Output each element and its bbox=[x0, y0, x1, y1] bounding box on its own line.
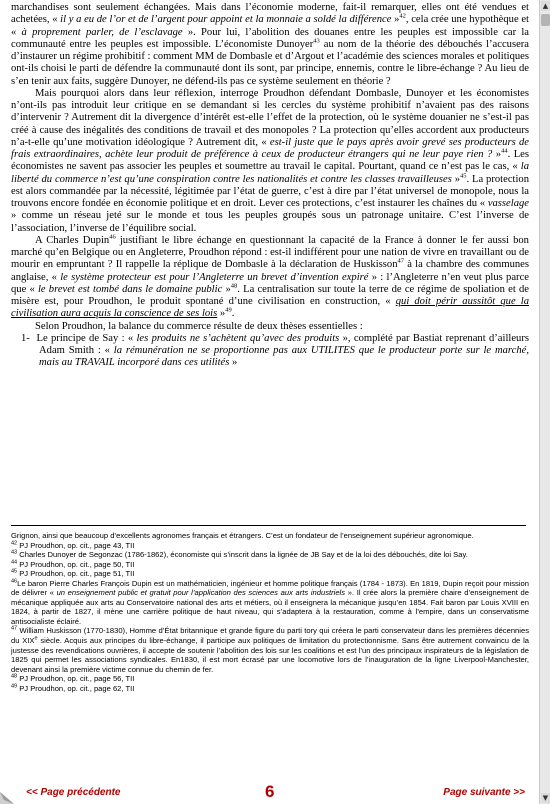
page-navigation bbox=[0, 782, 539, 804]
quote: les produits ne s’achètent qu’avec des produits bbox=[136, 332, 340, 344]
previous-page-link[interactable]: << Page précédente bbox=[26, 787, 121, 798]
footnote: $^{48}$ PJ Proudhon, op. cit., page 56, TII bbox=[11, 673, 135, 684]
footnote: $^{45}$ PJ Proudhon, op. cit., page 51, TII bbox=[11, 568, 135, 579]
quote: le brevet est tombé dans le domaine public bbox=[37, 283, 223, 295]
quote: à proprement parler, de l’esclavage bbox=[21, 26, 183, 38]
scroll-up-icon[interactable]: ▲ bbox=[542, 2, 549, 10]
quote: est-il juste que le pays après avoir grevé ses producteurs de frais extraordinaires, achète leur produit de préférence à ceux de producteur étrangers qui ne leur paye rien ? bbox=[11, 136, 529, 160]
page-number: 6 bbox=[265, 782, 275, 801]
footnote: $^{46}$Le baron Pierre Charles François Dupin est un mathématicien, ingénieur et homme politique français (1784 - 1873). En 1819, Dupin reçoit pour mission de délivrer « un enseignement public et gratuit pour l’application des sciences aux arts industriels ». Il crée alors la première chaire d’enseignement de mécanique appliquée aux arts au Conservatoire national des arts et métiers, où il enseignera la mécanique jusqu’en 1854. Fait baron par Louis XVIII en 1824, à partir de 1827, il mène une carrière politique de haut niveau, qui s’adaptera à la restauration, comme à l’empire, dans un conservatisme antisocialiste éclairé. bbox=[11, 578, 529, 626]
paragraph: marchandises sont seulement échangées. Mais dans l’économie moderne, fait-il remarquer, elles ont été vendues et achetées, « il y a eu de l’or et de l’argent pour appoint et la monnaie a soldé la différence »$^{42}$, cela crée une hypothèque et « à proprement parler, de l’esclavage ». Pour lui, l’abolition des douanes entre les peuples est impossible car la communauté entre les peuples est impossible. L’économiste Dunoyer$^{43}$ au nom de la théorie des débouchés l’accusera d’instaurer un régime prohibitif : comment MM de Dombasle et d’Argout et l’académie des sciences morales et politiques ont-ils choisi le parti de défendre la communauté dont ils sont, par principe, ennemis, contre le libre-échange ? Au lieu de s’en tenir aux faits, suggère Dunoyer, ne défend-ils pas ce système seulement en théorie ? bbox=[11, 2, 529, 87]
footnote-ref[interactable]: 48 bbox=[230, 282, 238, 290]
quote: qui doit périr aussitôt que la civilisation aura acquis la conscience de ses lois bbox=[11, 296, 529, 320]
footnote: $^{42}$ PJ Proudhon, op. cit., page 43, TII bbox=[11, 540, 135, 550]
quote: le système protecteur est pour l’Angleterre un brevet d’invention expiré bbox=[60, 271, 369, 283]
footnote-ref[interactable]: 42 bbox=[399, 12, 406, 20]
footnote-ref[interactable]: 44 bbox=[501, 147, 508, 155]
footnote-ref[interactable]: 47 bbox=[397, 257, 404, 265]
vertical-scrollbar[interactable] bbox=[539, 0, 550, 804]
page-curl-icon bbox=[0, 790, 18, 804]
footnote-divider bbox=[11, 525, 526, 526]
paragraph: Selon Proudhon, la balance du commerce résulte de deux thèses essentielles : bbox=[35, 320, 363, 332]
text-run: marchandises sont seulement échangées. Mais dans l’économie moderne, fait-il remarquer, elles ont été vendues et achetées, « bbox=[11, 2, 529, 26]
next-page-link[interactable]: Page suivante >> bbox=[443, 787, 525, 798]
paragraph: Mais pourquoi alors dans leur réflexion, interroge Proudhon défendant Dombasle, Dunoyer et les économistes n’ont-ils pas introduit leur critique en se demandant si les cercles du système prohibitif n’avaient pas des raisons d’intervenir ? Autrement dit la divergence d’intérêt est-elle l’effet de la protection, où le système douanier ne s’est-il pas créé à cause des inégalités des conditions de travail et des monopoles ? La protection qu’elles accordent aux producteurs n’a-t-elle qu’une motivation idéologique ? Autrement dit, « est-il juste que le pays après avoir grevé ses producteurs de frais extraordinaires, achète leur produit de préférence à ceux de producteur étrangers qui ne leur paye rien ? »$^{44}$. Les économistes ne savent pas associer les peuples et soumettre au travail le capital. Pourtant, quand ce n’est pas le cas, « la liberté du commerce n’est qu’une conspiration contre les nationalités et contre les classes travailleuses »$^{45}$. La protection est alors commandée par la nécessité, légitimée par l’état de guerre, c’est à dire par l’état universel de monopole, nous la trouvons encore fondée en économie politique et en droit. Lever ces protections, c’est instaurer les chaînes du « vasselage » comme un réseau jeté sur le monde et tous les peuples groupés sous un patronage unitaire. C’est l’inverse de l’association, l’inverse de l’équilibre social. bbox=[11, 87, 530, 234]
paragraph: A Charles Dupin$^{46}$ justifiant le libre échange en questionnant la capacité de la France à donner le fer aussi bon marché qu’en Belgique ou en Angleterre, Proudhon répond : est-il indifférent pour une nation de vivre en travaillant ou de mourir en empruntant ? Il rappelle la réplique de Dombasle à la déclaration de Huskisson$^{47}$ à la chambre des communes anglaise, « le système protecteur est pour l’Angleterre un brevet d’invention expiré » : l’Angleterre n’en veut plus parce que « le brevet est tombé dans le domaine public »$^{48}$. La centralisation sur toute la terre de ce régime de spoliation et de misère est, pour Proudhon, le produit spontané d’une civilisation en construction, « qui doit périr aussitôt que la civilisation aura acquis la conscience de ses lois »$^{49}$. bbox=[11, 233, 529, 320]
footnote-ref[interactable]: 49 bbox=[225, 306, 232, 314]
footnote-ref[interactable]: 45 bbox=[460, 171, 467, 179]
footnote: $^{43}$ Charles Dunoyer de Segonzac (1786-1862), économiste qui s’inscrit dans la lignée de JB Say et de la loi des débouchés, dite loi Say. bbox=[11, 549, 468, 560]
quote: vasselage bbox=[487, 198, 529, 209]
scroll-down-icon[interactable]: ▼ bbox=[542, 794, 549, 802]
footnote-ref[interactable]: 46 bbox=[109, 233, 116, 241]
footnote-ref[interactable]: 43 bbox=[313, 37, 320, 45]
quote: la liberté du commerce n’est qu’une conspiration contre les nationalités et contre les classes travailleuses bbox=[11, 161, 529, 185]
footnote: $^{47}$ William Huskisson (1770-1830), Homme d’État britannique et grande figure du parti tory qui créera le parti conservateur dans les premières décennies du XIXe siècle. Acquis aux principes du libre-échange, il participe aux politiques de limitation du protectionnisme. Sans être autrement convaincu de la justesse des revendications ouvrières, il accepte de soutenir l’abolition des lois sur les coalitions et est l’un des principaux inspirateurs de la législation de 1825 qui permet les associations syndicales. En1830, il est mort écrasé par une locomotive lors de l’inauguration de la ligne Liverpool-Manchester, devenant ainsi la première victime connue du chemin de fer. bbox=[11, 625, 529, 674]
footnote: Grignon, ainsi que beaucoup d’excellents agronomes français et étrangers. C’est un fondateur de l’enseignement supérieur agronomique. bbox=[11, 531, 474, 540]
quote: la rémunération ne se proportionne pas aux UTILITES que le producteur porte sur le marché, mais au TRAVAIL incorporé dans ces utilités bbox=[39, 345, 529, 369]
main-text bbox=[11, 2, 529, 370]
footnotes bbox=[11, 531, 529, 693]
scroll-thumb[interactable] bbox=[541, 14, 550, 26]
footnote: $^{44}$ PJ Proudhon, op. cit., page 50, TII bbox=[11, 559, 135, 569]
footnote: $^{49}$ PJ Proudhon, op. cit., page 62, TII bbox=[11, 683, 135, 693]
list-item: 1- Le principe de Say : « les produits ne s’achètent qu’avec des produits », complété par Bastiat reprenant d’ailleurs Adam Smith : « la rémunération ne se proportionne pas aux UTILITES que le producteur porte sur le marché, mais au TRAVAIL incorporé dans ces utilités » bbox=[21, 332, 529, 369]
quote: il y a eu de l’or et de l’argent pour appoint et la monnaie a soldé la différence bbox=[60, 14, 392, 26]
